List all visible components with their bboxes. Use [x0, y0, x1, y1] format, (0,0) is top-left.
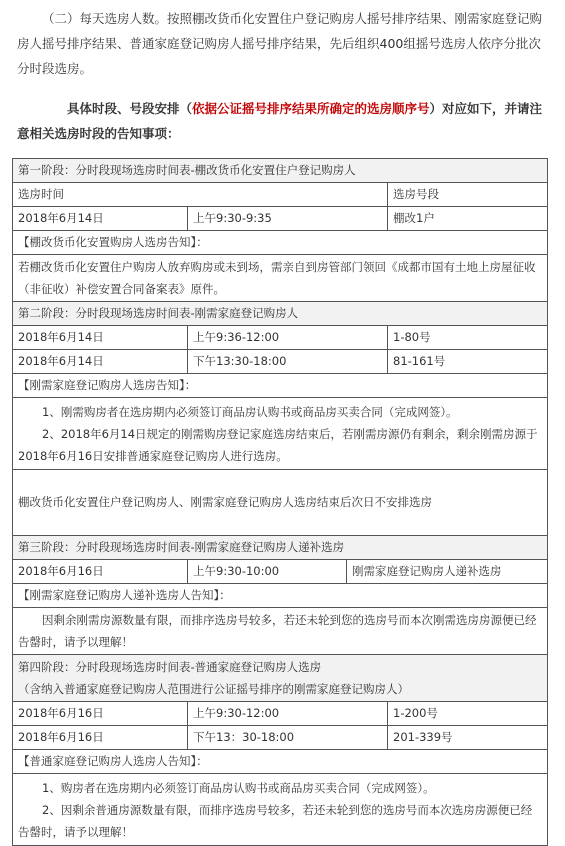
stage4-notice-2: 2、因剩余普通房源数量有限，而排序选房号较多，若还未轮到您的选房号而本次选房房源便已经告罄时，请予以理解！ — [18, 802, 533, 839]
stage3-title: 第三阶段：分时段现场选房时间表-刚需家庭登记购房人递补选房 — [13, 536, 548, 560]
row-time: 上午9:30-9:35 — [188, 207, 388, 231]
stage2-title: 第二阶段：分时段现场选房时间表-刚需家庭登记购房人 — [13, 302, 548, 326]
row-date: 2018年6月14日 — [13, 326, 188, 350]
column-header-range: 选房号段 — [388, 183, 548, 207]
row-range: 1-80号 — [388, 326, 548, 350]
table-row — [13, 326, 548, 350]
row-range: 棚改1户 — [388, 207, 548, 231]
table-row — [13, 231, 548, 255]
row-time: 下午13：30-18:00 — [188, 726, 388, 750]
table-row — [13, 774, 548, 846]
table-row — [13, 608, 548, 655]
schedule-highlight-text: 依据公证摇号排序结果所确定的选房顺序号 — [192, 101, 430, 116]
row-date: 2018年6月14日 — [13, 207, 188, 231]
stage1-notice-title: 【棚改货币化安置购房人选房告知】： — [13, 231, 548, 255]
column-header-time: 选房时间 — [13, 183, 388, 207]
table-row — [13, 302, 548, 326]
stage4-subtitle: （含纳入普通家庭登记购房人范围进行公证摇号排序的刚需家庭登记购房人） — [18, 682, 409, 696]
stage2-notice-2: 2、2018年6月14日规定的刚需购房登记家庭选房结束后，若刚需房源仍有剩余，剩余刚需房源于2018年6月16日安排普通家庭登记购房人进行选房。 — [18, 426, 538, 463]
stage4-notice-body — [13, 774, 548, 846]
row-date: 2018年6月16日 — [13, 726, 188, 750]
schedule-tail-text: ）对应如下，并请注意相关选房时段的告知事项： — [17, 101, 543, 141]
table-row — [13, 584, 548, 608]
stage2-notice-1: 1、刚需购房者在选房期内必须签订商品房认购书或商品房买卖合同（完成网签）。 — [42, 404, 458, 419]
schedule-lead-text: 具体时段、号段安排（ — [67, 101, 193, 116]
schedule-table — [12, 158, 548, 846]
table-row — [13, 350, 548, 374]
schedule-lead-paragraph — [17, 96, 551, 146]
row-range: 81-161号 — [388, 350, 548, 374]
stage4-title-cell — [13, 655, 548, 702]
table-row — [13, 470, 548, 536]
stage4-notice-1: 1、购房者在选房期内必须签订商品房认购书或商品房买卖合同（完成网签）。 — [42, 780, 435, 795]
row-range: 1-200号 — [388, 702, 548, 726]
stage2-notice-body — [13, 398, 548, 470]
separator-note: 棚改货币化安置住户登记购房人、刚需家庭登记购房人选房结束后次日不安排选房 — [13, 470, 548, 536]
table-row — [13, 750, 548, 774]
row-date: 2018年6月16日 — [13, 560, 188, 584]
stage4-title: 第四阶段：分时段现场选房时间表-普通家庭登记购房人选房 — [18, 660, 322, 674]
intro-paragraph: （二）每天选房人数。按照棚改货币化安置住户登记购房人摇号排序结果、刚需家庭登记购房人摇号排序结果、普通家庭登记购房人摇号排序结果，先后组织400组摇号选房人依序分批次分时段选房。 — [17, 11, 543, 76]
table-row — [13, 207, 548, 231]
table-row — [13, 536, 548, 560]
row-date: 2018年6月14日 — [13, 350, 188, 374]
stage1-notice-text: 若棚改货币化安置住户购房人放弃购房或未到场，需亲自到房管部门领回《成都市国有土地上房屋征收（非征收）补偿安置合同备案表》原件。 — [13, 255, 548, 302]
table-row — [13, 159, 548, 183]
row-date: 2018年6月16日 — [13, 702, 188, 726]
row-time: 上午9:36-12:00 — [188, 326, 388, 350]
stage3-notice-1: 因剩余刚需房源数量有限，而排序选房号较多，若还未轮到您的选房号而本次刚需选房房源便已经告罄时，请予以理解！ — [13, 608, 548, 655]
table-row — [13, 398, 548, 470]
row-range: 刚需家庭登记购房人递补选房 — [347, 560, 548, 584]
row-range: 201-339号 — [388, 726, 548, 750]
row-time: 上午9:30-10:00 — [188, 560, 347, 584]
table-row — [13, 702, 548, 726]
table-row — [13, 726, 548, 750]
stage2-notice-title: 【刚需家庭登记购房人选房告知】： — [13, 374, 548, 398]
table-row — [13, 560, 548, 584]
table-row — [13, 255, 548, 302]
stage1-title: 第一阶段：分时段现场选房时间表-棚改货币化安置住户登记购房人 — [13, 159, 548, 183]
table-row — [13, 183, 548, 207]
stage4-notice-title: 【普通家庭登记购房人选房人告知】： — [13, 750, 548, 774]
row-time: 上午9:30-12:00 — [188, 702, 388, 726]
table-row — [13, 374, 548, 398]
stage3-notice-title: 【刚需家庭登记购房人递补选房人告知】： — [13, 584, 548, 608]
row-time: 下午13:30-18:00 — [188, 350, 388, 374]
table-row — [13, 655, 548, 702]
